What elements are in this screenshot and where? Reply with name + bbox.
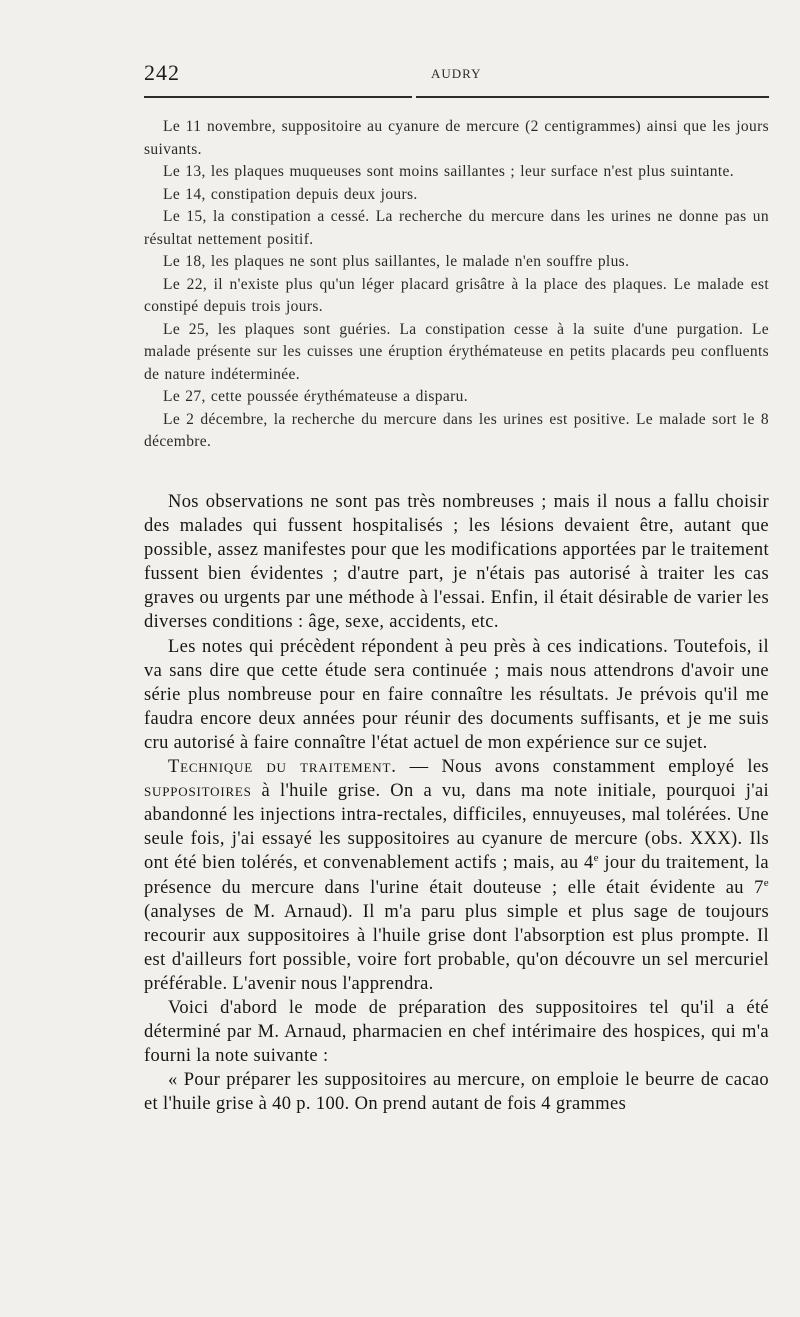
page-number: 242: [144, 60, 180, 85]
main-text: [144, 490, 769, 1116]
note-paragraph: Le 22, il n'existe plus qu'un léger placard grisâtre à la place des plaques. Le malade est constipé depuis trois jours.: [144, 275, 769, 315]
body-paragraph-preparation: Voici d'abord le mode de préparation des suppositoires tel qu'il a été déterminé par M. Arnaud, pharmacien en chef intérimaire des hospices, qui m'a fourni la note suivante :: [144, 997, 769, 1067]
note-paragraph: Le 2 décembre, la recherche du mercure dans les urines est positive. Le malade sort le 8 décembre.: [144, 410, 769, 450]
text-run-smallcaps: suppositoires: [144, 781, 252, 802]
header-rule-left: [144, 96, 412, 98]
body-paragraph-technique: [144, 755, 769, 996]
note-paragraph: Le 13, les plaques muqueuses sont moins saillantes ; leur surface n'est plus suintante.: [163, 163, 734, 180]
note-paragraph: Le 27, cette poussée érythémateuse a disparu.: [163, 388, 468, 405]
body-paragraph-observations: Nos observations ne sont pas très nombreuses ; mais il nous a fallu choisir des malades qui fussent hospitalisés ; les lésions devaient être, autant que possible, assez manifestes pour que les modifications apportées par le traitement fussent bien évidentes ; d'autre part, je n'étais pas autorisé à traiter les cas graves ou urgents par une méthode à l'essai. Enfin, il était désirable de varier les diverses conditions : âge, sexe, accidents, etc.: [144, 492, 769, 633]
text-run: à l'huile grise. On a vu, dans ma note initiale, pourquoi j'ai abandonné les injections intra-rectales, difficiles, ennuyeuses, mal tolérées. Une seule fois, j'ai essayé les suppositoires au cyanure de mercure (obs. XXX). Ils ont été bien tolérés, et convenablement actifs ; mais, au 4: [144, 781, 769, 874]
note-paragraph: Le 18, les plaques ne sont plus saillantes, le malade n'en souffre plus.: [163, 253, 630, 270]
header-rule-right: [416, 96, 769, 98]
clinical-notes: [144, 116, 769, 454]
body-paragraph-notes: Les notes qui précèdent répondent à peu près à ces indications. Toutefois, il va sans dire que cette étude sera continuée ; mais nous attendrons d'avoir une série plus nombreuse pour en faire connaître les résultats. Je prévois qu'il me faudra encore deux années pour réunir des documents suffisants, et je me suis cru autorisé à faire connaître l'état actuel de mon expérience sur ce sujet.: [144, 636, 769, 753]
text-run: — Nous avons constamment employé les: [396, 757, 769, 778]
running-head: AUDRY: [431, 66, 482, 81]
section-heading: Technique du traitement.: [168, 757, 397, 778]
superscript: e: [763, 876, 769, 889]
note-paragraph: Le 11 novembre, suppositoire au cyanure de mercure (2 centigrammes) ainsi que les jours suivants.: [144, 118, 769, 158]
note-paragraph: Le 14, constipation depuis deux jours.: [163, 185, 418, 203]
text-run: jour du traitement, la présence du mercure dans l'urine était douteuse ; elle était évidente au 7: [144, 853, 769, 898]
note-paragraph: Le 15, la constipation a cessé. La recherche du mercure dans les urines ne donne pas un résultat nettement positif.: [144, 208, 769, 248]
superscript: e: [593, 852, 599, 865]
note-paragraph: Le 25, les plaques sont guéries. La constipation cesse à la suite d'une purgation. Le malade présente sur les cuisses une éruption érythémateuse en petits placards peu confluents de nature indéterminée.: [144, 320, 769, 383]
body-paragraph-quote: « Pour préparer les suppositoires au mercure, on emploie le beurre de cacao et l'huile grise à 40 p. 100. On prend autant de fois 4 grammes: [144, 1070, 769, 1115]
page-header: [144, 60, 769, 90]
text-run: (analyses de M. Arnaud). Il m'a paru plus simple et plus sage de toujours recourir aux suppositoires à l'huile grise dont l'absorption est plus prompte. Il est d'ailleurs fort possible, voire fort probable, qu'on découvre un sel mercuriel préférable. L'avenir nous l'apprendra.: [144, 901, 769, 994]
